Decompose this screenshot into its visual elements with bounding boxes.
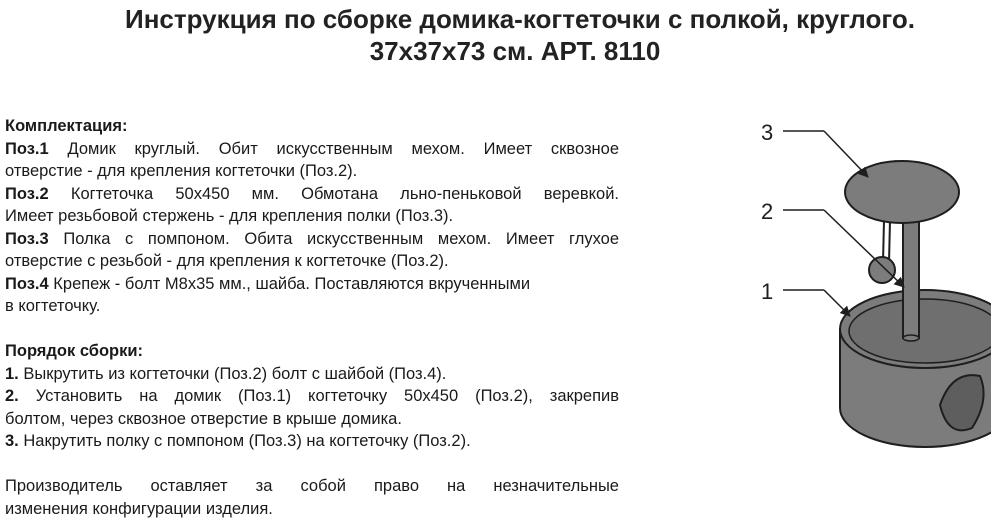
component-pos-4: Поз.4	[5, 275, 49, 293]
component-desc-2: Когтеточка 50х450 мм. Обмотана льно-пеньковой веревкой.	[71, 185, 619, 203]
assembly-step-2-text: Установить на домик (Поз.1) когтеточку 50х450 (Поз.2), закрепив	[36, 387, 619, 405]
component-item-4-line2: в когтеточку.	[5, 295, 619, 318]
component-item-4-line1	[5, 273, 619, 296]
assembly-step-1-num: 1.	[5, 365, 19, 383]
component-pos-2: Поз.2	[5, 185, 49, 203]
assembly-heading: Порядок сборки:	[5, 340, 619, 363]
component-item-1-line1	[5, 138, 619, 161]
component-item-2-line1	[5, 183, 619, 206]
label-pos-1: 1	[761, 279, 773, 304]
assembly-step-2-line2: болтом, через сквозное отверстие в крыше домика.	[5, 408, 619, 431]
disclaimer-line1: Производитель оставляет за собой право на незначительные	[5, 475, 619, 498]
spacer	[5, 318, 619, 341]
component-desc-4: Крепеж - болт М8х35 мм., шайба. Поставляются вкрученными	[53, 275, 530, 293]
cat-house-drawing	[740, 100, 991, 519]
scratching-post	[903, 220, 919, 338]
cat-house-diagram	[740, 100, 991, 519]
component-item-1-line2: отверстие - для крепления когтеточки (Поз.2).	[5, 160, 619, 183]
pompon-ball	[869, 257, 895, 283]
components-heading: Комплектация:	[5, 115, 619, 138]
assembly-step-3	[5, 430, 619, 453]
spacer	[5, 453, 619, 476]
assembly-step-2-num: 2.	[5, 387, 19, 405]
component-pos-1: Поз.1	[5, 140, 49, 158]
component-item-3-line1	[5, 228, 619, 251]
assembly-step-3-num: 3.	[5, 432, 19, 450]
assembly-step-1-text: Выкрутить из когтеточки (Поз.2) болт с шайбой (Поз.4).	[23, 365, 446, 383]
document-title-line1: Инструкция по сборке домика-когтеточки с полкой, круглого.	[0, 3, 991, 35]
instructions-text	[5, 115, 619, 520]
component-desc-1: Домик круглый. Обит искусственным мехом. Имеет сквозное	[67, 140, 619, 158]
assembly-step-2-line1	[5, 385, 619, 408]
assembly-step-3-text: Накрутить полку с помпоном (Поз.3) на когтеточку (Поз.2).	[23, 432, 470, 450]
assembly-step-1	[5, 363, 619, 386]
component-item-2-line2: Имеет резьбовой стержень - для крепления полки (Поз.3).	[5, 205, 619, 228]
label-pos-2: 2	[761, 199, 773, 224]
component-pos-3: Поз.3	[5, 230, 49, 248]
label-pos-3: 3	[761, 120, 773, 145]
component-desc-3: Полка с помпоном. Обита искусственным мехом. Имеет глухое	[63, 230, 619, 248]
document-title-line2: 37х37х73 см. АРТ. 8110	[10, 35, 991, 67]
disclaimer-line2: изменения конфигурации изделия.	[5, 498, 619, 520]
component-item-3-line2: отверстие с резьбой - для крепления к когтеточке (Поз.2).	[5, 250, 619, 273]
